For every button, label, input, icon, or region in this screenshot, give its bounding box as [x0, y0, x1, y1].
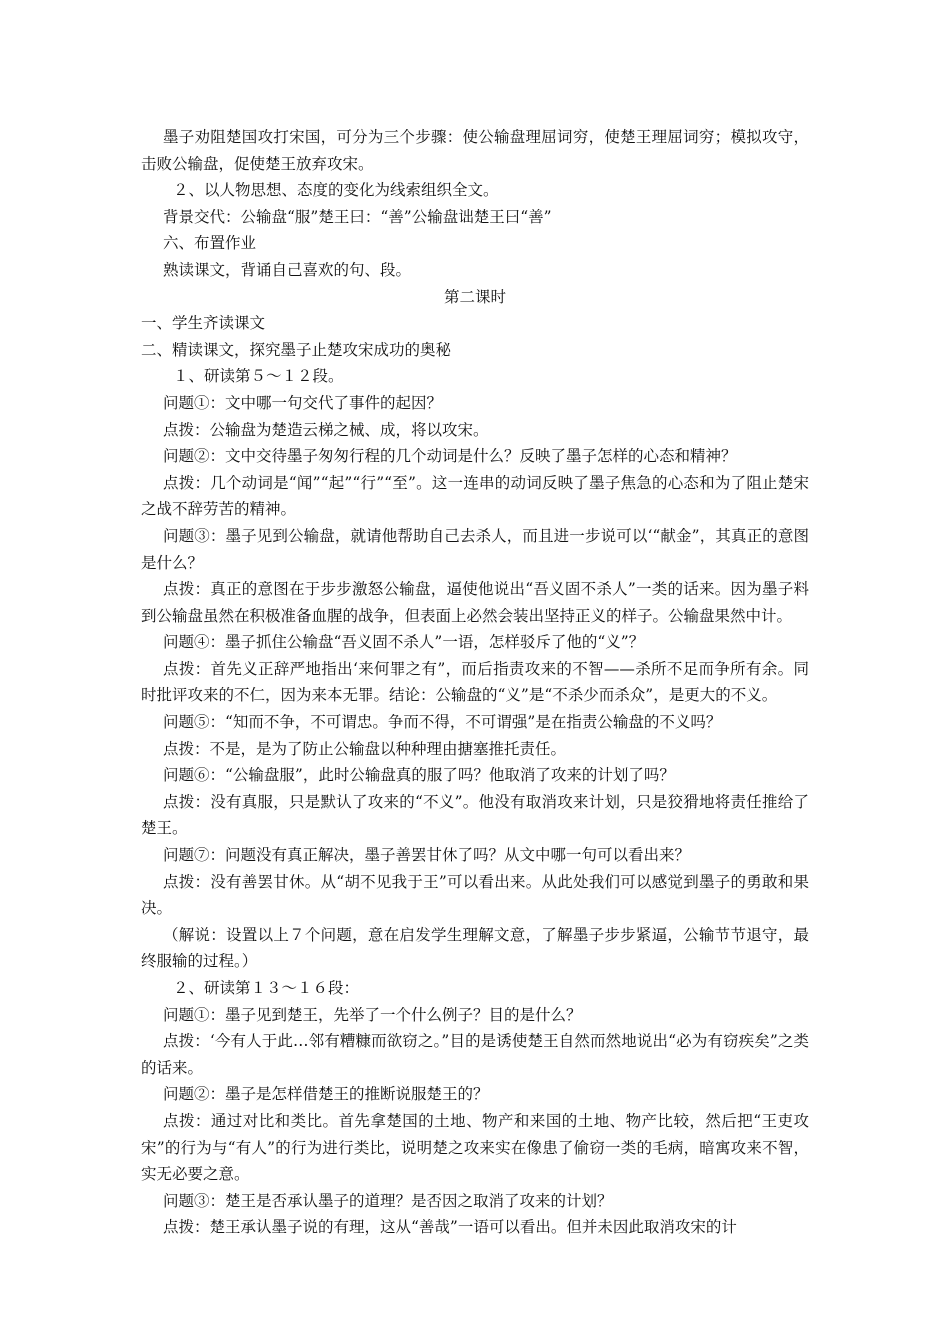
answer: 点拨：楚王承认墨子说的有理，这从“善哉”一语可以看出。但并未因此取消攻宋的计 — [163, 1218, 737, 1237]
lesson-title: 第二课时 — [443, 287, 506, 306]
question: 问题③：墨子见到公输盘，就请他帮助自己去杀人，而且进一步说可以‘“献金”，其真正的意图是什么？ — [141, 526, 809, 572]
paragraph: 墨子劝阻楚国攻打宋国，可分为三个步骤：使公输盘理屈词穷，使楚王理屈词穷；模拟攻守，击败公输盘，促使楚王放弃攻宋。 — [141, 128, 809, 173]
paragraph: ２、以人物思想、态度的变化为线索组织全文。 — [173, 181, 499, 200]
answer: 点拨：通过对比和类比。首先拿楚国的土地、物产和来国的土地、物产比较，然后把“王吏攻宋”的行为与“有人”的行为进行类比，说明楚之攻来实在像患了偷窃一类的毛病，暗寓攻来不智，实无必要之意。 — [141, 1111, 809, 1184]
paragraph: 熟读课文，背诵自己喜欢的句、段。 — [163, 260, 412, 279]
question: 问题①：文中哪一句交代了事件的起因？ — [163, 393, 443, 412]
answer: 点拨：不是，是为了防止公输盘以种种理由搪塞推托责任。 — [163, 739, 567, 758]
section-heading: 一、学生齐读课文 — [141, 314, 266, 333]
question: 问题⑥：“公输盘服”，此时公输盘真的服了吗？他取消了攻来的计划了吗？ — [163, 766, 675, 785]
question: 问题①：墨子见到楚王，先举了一个什么例子？目的是什么？ — [163, 1005, 582, 1024]
answer: 点拨：公输盘为楚造云梯之械、成，将以攻宋。 — [163, 420, 489, 439]
answer: 点拨：首先义正辞严地指出‘来何罪之有”，而后指责攻来的不智——杀所不足而争所有余。同时批评攻来的不仁，因为来本无罪。结论：公输盘的“义”是“不杀少而杀众”，是更大的不义。 — [141, 659, 809, 705]
question: 问题④：墨子抓住公输盘“吾义固不杀人”一语，怎样驳斥了他的“义”？ — [163, 633, 645, 652]
answer: 点拨：‘今有人于此…邻有糟糠而欲窃之。”目的是诱使楚王自然而然地说出“必为有窃疾矣”之类的话来。 — [141, 1032, 809, 1077]
question: 问题②：墨子是怎样借楚王的推断说服楚王的？ — [163, 1085, 489, 1104]
question: 问题③：楚王是否承认墨子的道理？是否因之取消了攻来的计划？ — [163, 1191, 613, 1210]
paragraph: 背景交代：公输盘“服”楚王曰：“善”公输盘诎楚王曰“善” — [163, 207, 552, 226]
section-heading: 二、精读课文，探究墨子止楚攻宋成功的奥秘 — [141, 340, 452, 359]
commentary: （解说：设置以上７个问题，意在启发学生理解文意，了解墨子步步紧逼，公输节节退守，最终服输的过程。） — [141, 925, 809, 971]
subsection-heading: １、研读第５～１２段。 — [173, 367, 344, 386]
answer: 点拨：几个动词是“闻”“起”“行”“至”。这一连串的动词反映了墨子焦急的心态和为了阻止楚宋之战不辞劳苦的精神。 — [141, 473, 809, 519]
answer: 点拨：没有善罢甘休。从“胡不见我于王”可以看出来。从此处我们可以感觉到墨子的勇敢和果决。 — [141, 872, 809, 918]
question: 问题②：文中交待墨子匆匆行程的几个动词是什么？反映了墨子怎样的心态和精神？ — [163, 447, 737, 466]
question: 问题⑤：“知而不争，不可谓忠。争而不得，不可谓强”是在指责公输盘的不义吗？ — [163, 713, 722, 732]
answer: 点拨：真正的意图在于步步激怒公输盘，逼使他说出“吾义固不杀人”一类的话来。因为墨子料到公输盘虽然在积极准备血腥的战争，但表面上必然会装出坚持正义的样子。公输盘果然中计。 — [141, 580, 809, 625]
question: 问题⑦：问题没有真正解决，墨子善罢甘休了吗？从文中哪一句可以看出来？ — [163, 846, 691, 865]
section-heading: 六、布置作业 — [163, 234, 257, 253]
answer: 点拨：没有真服，只是默认了攻来的“不义”。他没有取消攻来计划，只是狡猾地将责任推给了楚王。 — [141, 792, 809, 838]
document-body — [141, 124, 809, 1241]
subsection-heading: ２、研读第１３～１６段： — [173, 979, 360, 997]
